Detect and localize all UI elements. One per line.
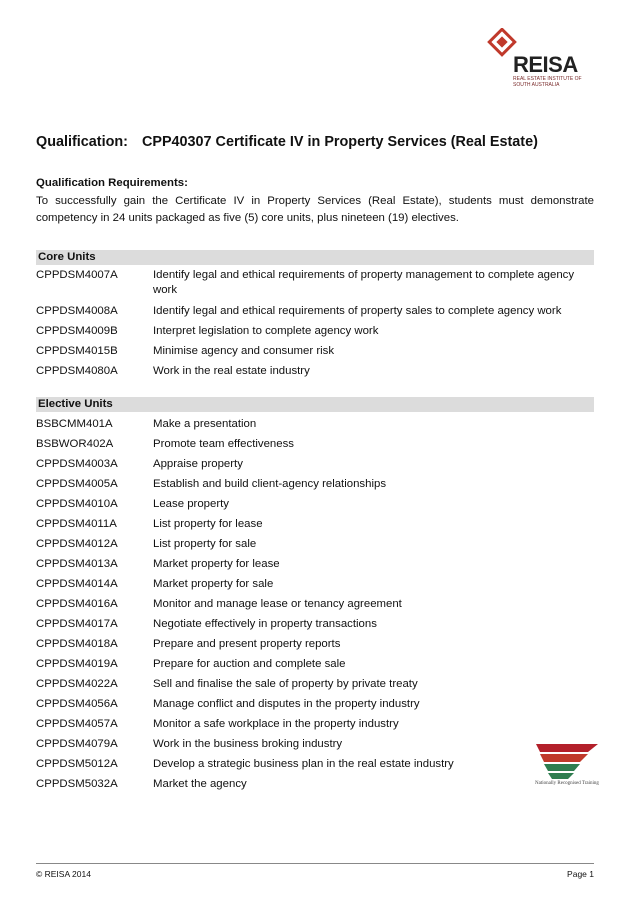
unit-code: CPPDSM4008A [36, 305, 118, 317]
unit-title: Establish and build client-agency relationships [153, 478, 387, 490]
unit-title: Develop a strategic business plan in the real estate industry [153, 758, 454, 770]
unit-title: List property for lease [153, 518, 263, 530]
unit-code: CPPDSM4019A [36, 658, 118, 670]
footer-page-number: Page 1 [567, 869, 594, 879]
unit-code: CPPDSM5032A [36, 778, 118, 790]
unit-code: BSBCMM401A [36, 418, 113, 430]
unit-title: Interpret legislation to complete agency work [153, 325, 379, 337]
unit-title: Market property for sale [153, 578, 274, 590]
unit-title: Appraise property [153, 458, 243, 470]
page-title [36, 134, 538, 150]
footer-copyright: © REISA 2014 [36, 869, 91, 879]
unit-title: Manage conflict and disputes in the property industry [153, 698, 420, 710]
core-units-heading: Core Units [36, 250, 594, 265]
unit-code: CPPDSM4010A [36, 498, 118, 510]
unit-title: Identify legal and ethical requirements of property management to complete agency work [153, 269, 575, 296]
unit-title: Identify legal and ethical requirements of property sales to complete agency work [153, 305, 562, 317]
unit-code: CPPDSM4009B [36, 325, 118, 337]
unit-title: List property for sale [153, 538, 257, 550]
unit-code: CPPDSM4012A [36, 538, 118, 550]
unit-code: CPPDSM4005A [36, 478, 118, 490]
unit-title: Prepare and present property reports [153, 638, 341, 650]
unit-code: CPPDSM5012A [36, 758, 118, 770]
unit-title: Sell and finalise the sale of property by private treaty [153, 678, 418, 690]
title-value: CPP40307 Certificate IV in Property Services (Real Estate) [141, 134, 538, 150]
unit-code: CPPDSM4057A [36, 718, 118, 730]
requirements-text: To successfully gain the Certificate IV in Property Services (Real Estate), students must demonstrate competency in 24 units packaged as five (5) core units, plus nineteen (19) electives. [36, 195, 594, 224]
unit-title: Monitor a safe workplace in the property industry [153, 718, 399, 730]
unit-title: Lease property [153, 498, 229, 510]
unit-code: CPPDSM4079A [36, 738, 118, 750]
unit-title: Promote team effectiveness [153, 438, 294, 450]
unit-title: Market property for lease [153, 558, 280, 570]
unit-code: CPPDSM4017A [36, 618, 118, 630]
unit-title: Negotiate effectively in property transactions [153, 618, 377, 630]
requirements-heading: Qualification Requirements: [36, 177, 188, 189]
unit-code: CPPDSM4011A [36, 518, 117, 530]
elective-units-heading: Elective Units [36, 397, 594, 412]
unit-code: BSBWOR402A [36, 438, 114, 450]
unit-code: CPPDSM4016A [36, 598, 118, 610]
unit-code: CPPDSM4014A [36, 578, 118, 590]
unit-code: CPPDSM4022A [36, 678, 118, 690]
unit-code: CPPDSM4013A [36, 558, 118, 570]
unit-code: CPPDSM4080A [36, 365, 118, 377]
unit-code: CPPDSM4056A [36, 698, 118, 710]
unit-title: Minimise agency and consumer risk [153, 345, 335, 357]
title-label: Qualification: [36, 134, 128, 150]
unit-code: CPPDSM4015B [36, 345, 118, 357]
unit-title: Work in the business broking industry [153, 738, 343, 750]
unit-title: Make a presentation [153, 418, 257, 430]
logo-text: REISA [513, 52, 578, 77]
footer-divider [36, 863, 594, 864]
unit-title: Market the agency [153, 778, 247, 790]
unit-code: CPPDSM4007A [36, 269, 118, 281]
nrt-badge-text: Nationally Recognised Training [535, 781, 599, 786]
unit-title: Monitor and manage lease or tenancy agreement [153, 598, 402, 610]
logo-subtitle: REAL ESTATE INSTITUTE OF SOUTH AUSTRALIA [513, 76, 582, 88]
unit-title: Work in the real estate industry [153, 365, 310, 377]
unit-title: Prepare for auction and complete sale [153, 658, 346, 670]
unit-code: CPPDSM4018A [36, 638, 118, 650]
unit-code: CPPDSM4003A [36, 458, 118, 470]
